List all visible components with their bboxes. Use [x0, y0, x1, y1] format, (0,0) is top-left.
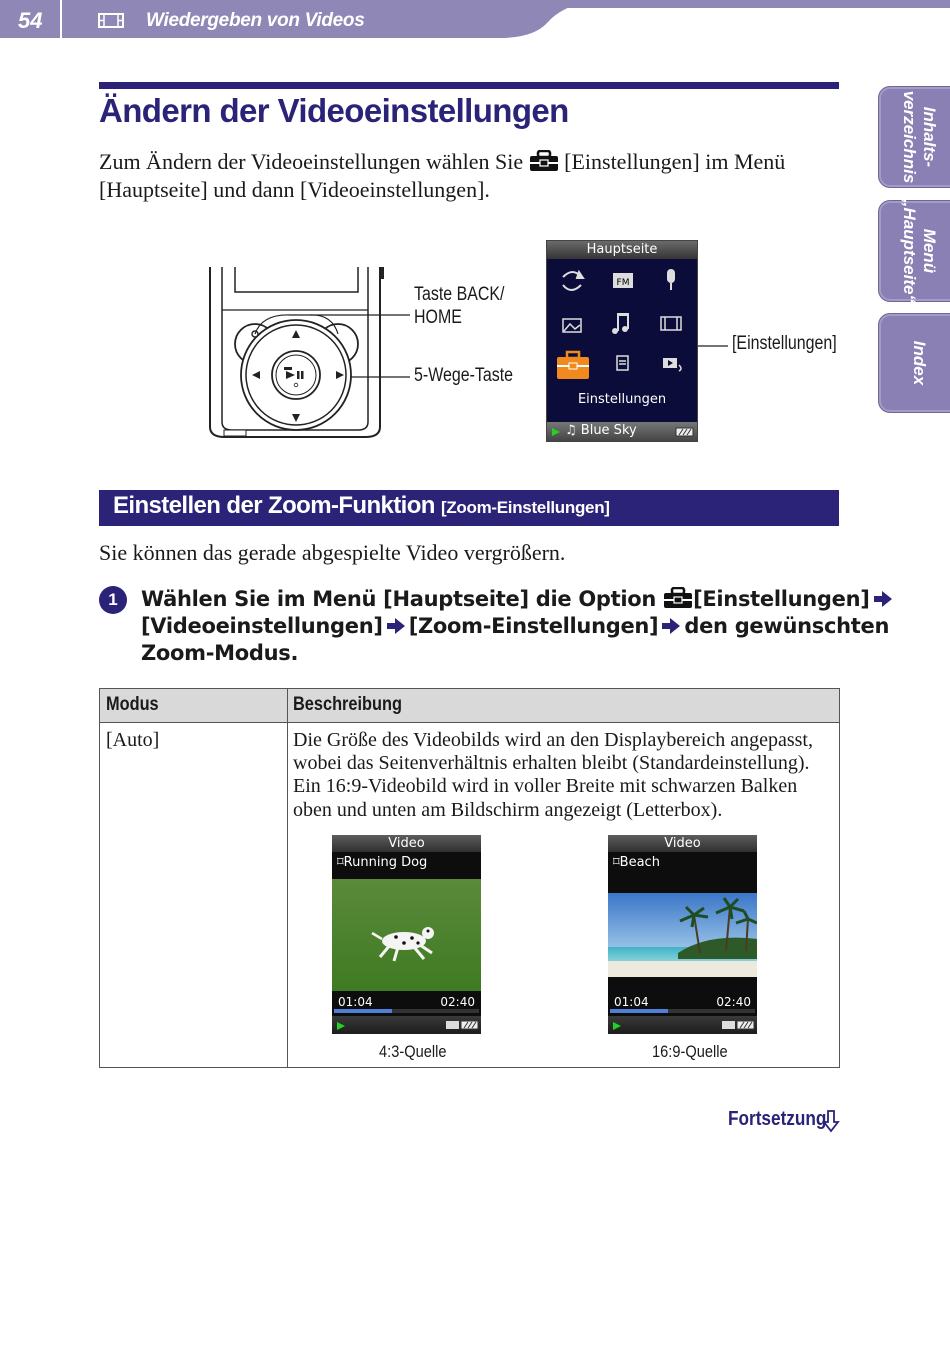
intro-line-1 — [99, 148, 844, 176]
step-text-e: den gewünschten — [684, 614, 890, 638]
screen-status-bar — [332, 1016, 481, 1034]
arrow-down-icon[interactable] — [822, 1109, 840, 1133]
screen-status-bar — [608, 1016, 757, 1034]
auto-battery-icon — [446, 1020, 480, 1030]
step-text-d: [Zoom-Einstellungen] — [408, 614, 659, 638]
play-icon — [612, 1021, 622, 1031]
table-cell-description-line: wobei das Seitenverhältnis erhalten bleibt (Standardeinstellung). — [293, 752, 810, 774]
document-icon — [617, 356, 628, 370]
title-rule — [99, 82, 839, 89]
video-screen-header: Video — [332, 835, 481, 852]
progress-fill — [334, 1009, 392, 1013]
intro-line-2: [Hauptseite] und dann [Videoeinstellungen]. — [99, 177, 490, 202]
page-title: Ändern der Videoeinstellungen — [99, 92, 569, 129]
video-screen-header: Video — [608, 835, 757, 852]
progress-fill — [610, 1009, 668, 1013]
table-cell-description-line: Die Größe des Videobilds wird an den Displaybereich angepasst, — [293, 729, 813, 751]
video-title: ⌑Running Dog — [337, 855, 428, 870]
play-icon — [336, 1021, 346, 1031]
beach-video-image — [608, 893, 757, 977]
table-header-description: Beschreibung — [293, 694, 402, 715]
home-menu-icons — [547, 259, 697, 391]
page-number: 54 — [18, 8, 43, 33]
video-playlist-icon — [663, 358, 681, 371]
tab-main-menu-label: Menü „Hauptseite“ — [900, 199, 939, 303]
battery-icon — [675, 427, 695, 437]
callout-back-home-2: HOME — [414, 307, 462, 328]
repeat-icon — [563, 272, 583, 290]
section-heading — [113, 492, 610, 520]
home-menu-screen — [546, 240, 698, 442]
table-header-row — [100, 689, 839, 723]
section-text: Sie können das gerade abgespielte Video vergrößern. — [99, 540, 566, 565]
step-line-1 — [141, 587, 896, 611]
video-title: ⌑Beach — [613, 855, 660, 870]
step-line-2 — [141, 614, 889, 638]
tab-index-label: Index — [910, 340, 929, 386]
svg-text:FM: FM — [616, 278, 630, 288]
table-cell-description-line: Ein 16:9-Videobild wird in voller Breite mit schwarzen Balken — [293, 775, 798, 797]
step-number-badge: 1 — [99, 586, 127, 614]
auto-battery-icon — [722, 1020, 756, 1030]
play-icon — [551, 427, 561, 437]
step-text-c: [Videoeinstellungen] — [141, 614, 383, 638]
callout-settings: [Einstellungen] — [732, 333, 837, 354]
video-screen-16-9 — [608, 835, 757, 1034]
table-cell-mode: [Auto] — [106, 729, 160, 751]
header-section-title: Wiedergeben von Videos — [146, 10, 365, 31]
intro-text-b: [Einstellungen] im Menü — [564, 149, 786, 174]
screen-song-title: ♫ Blue Sky — [565, 423, 637, 438]
caption-4-3-source: 4:3-Quelle — [379, 1042, 447, 1061]
screen-title: Hauptseite — [547, 241, 697, 259]
table-column-divider — [287, 689, 288, 1067]
tab-contents-label: Inhalts- verzeichnis — [900, 90, 939, 184]
dog-video-image — [332, 879, 481, 991]
video-icon — [661, 317, 681, 330]
section-heading-text: Einstellen der Zoom-Funktion — [113, 492, 435, 519]
music-icon — [612, 313, 629, 334]
arrow-right-icon — [872, 589, 894, 609]
arrow-right-icon — [385, 616, 407, 636]
step-text-a: Wählen Sie im Menü [Hauptseite] die Option — [141, 587, 657, 611]
total-time: 02:40 — [440, 995, 475, 1009]
table-cell-description-line: oben und unten am Bildschirm angezeigt (Letterbox). — [293, 799, 723, 821]
callout-5-way-button: 5-Wege-Taste — [414, 365, 514, 386]
toolbox-icon — [529, 150, 559, 172]
elapsed-time: 01:04 — [614, 995, 649, 1009]
tab-main-menu[interactable] — [878, 200, 950, 302]
total-time: 02:40 — [716, 995, 751, 1009]
screen-selected-label: Einstellungen — [577, 392, 667, 407]
table-header-mode: Modus — [106, 694, 159, 715]
photo-icon — [563, 319, 581, 332]
film-icon — [98, 10, 124, 30]
tab-contents[interactable] — [878, 86, 950, 188]
step-text-b: [Einstellungen] — [693, 587, 870, 611]
caption-16-9-source: 16:9-Quelle — [652, 1042, 728, 1061]
section-heading-tag: [Zoom-Einstellungen] — [440, 498, 610, 517]
callout-back-home: Taste BACK/ — [414, 284, 505, 305]
video-screen-4-3 — [332, 835, 481, 1034]
continue-link[interactable]: Fortsetzung — [728, 1108, 827, 1130]
intro-text-a: Zum Ändern der Videoeinstellungen wählen Sie — [99, 149, 524, 174]
step-line-3: Zoom-Modus. — [141, 641, 299, 665]
progress-bar — [334, 1009, 479, 1013]
tab-index[interactable] — [878, 313, 950, 413]
zoom-mode-table — [99, 688, 840, 1068]
toolbox-icon — [663, 587, 693, 609]
header-band — [0, 0, 950, 40]
fm-radio-icon — [613, 273, 633, 288]
progress-bar — [610, 1009, 755, 1013]
settings-toolbox-icon — [557, 352, 589, 379]
microphone-icon — [667, 269, 675, 290]
elapsed-time: 01:04 — [338, 995, 373, 1009]
arrow-right-icon — [660, 616, 682, 636]
